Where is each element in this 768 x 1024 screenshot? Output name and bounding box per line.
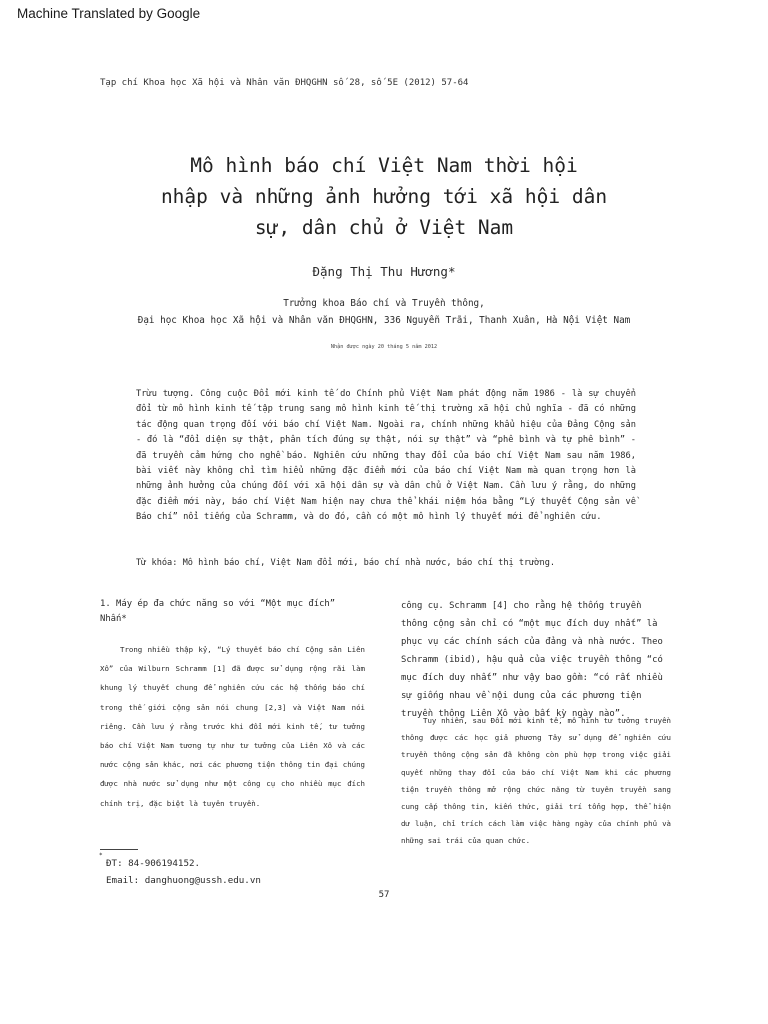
affiliation-line: Đại học Khoa học Xã hội và Nhân văn ĐHQGHN, 336 Nguyễn Trãi, Thanh Xuân, Hà Nội Việt Nam	[137, 315, 631, 326]
section-heading: 1. Máy ép đa chức năng so với “Một mục đích” Nhấn*	[100, 599, 336, 624]
author-name: Đặng Thị Thu Hương*	[312, 264, 456, 279]
paper-title	[84, 150, 684, 243]
footnote-phone: ĐT: 84-906194152.	[106, 858, 201, 869]
keywords: Từ khóa: Mô hình báo chí, Việt Nam đổi mới, báo chí nhà nước, báo chí thị trường.	[136, 558, 556, 568]
title-line: nhập và những ảnh hưởng tới xã hội dân	[160, 185, 608, 208]
footnote-divider	[100, 849, 138, 850]
body-paragraph-right-top: công cụ. Schramm [4] cho rằng hệ thống truyền thông cộng sản chỉ có “một mục đích duy nhất” là phục vụ các chính sách của đảng và nhà nước. Theo Schramm (ibid), hậu quả của việc truyền thông “có mục đích duy nhất” như vậy bao gồm: “có rất nhiều sự giống nhau về nội dung của các phương tiện truyền thông Liên Xô vào bất kỳ ngày nào”.	[401, 601, 663, 719]
affiliation-line: Trưởng khoa Báo chí và Truyền thông,	[283, 298, 485, 309]
journal-header: Tạp chí Khoa học Xã hội và Nhân văn ĐHQGHN số 28, số 5E (2012) 57-64	[100, 78, 469, 88]
footnote-email: Email: danghuong@ussh.edu.vn	[106, 875, 261, 886]
title-line: sự, dân chủ ở Việt Nam	[254, 216, 514, 239]
body-paragraph-right	[401, 712, 671, 850]
received-date: Nhận được ngày 20 tháng 5 năm 2012	[330, 344, 438, 350]
abstract: Trừu tượng. Công cuộc Đổi mới kinh tế do Chính phủ Việt Nam phát động năm 1986 - là sự chuyển đổi từ mô hình kinh tế tập trung sang mô hình kinh tế thị trường xã hội chủ nghĩa - đã có những tác động quan trọng đối với báo chí Việt Nam. Ngoài ra, chính những khẩu hiệu của Đảng Cộng sản - đó là “đổi diện sự thật, phân tích đúng sự thật, nói sự thật” và “phê bình và tự phê bình” - đã truyền cảm hứng cho nghề báo. Nghiên cứu những thay đổi của báo chí Việt Nam sau năm 1986, bài viết này không chỉ tìm hiểu những đặc điểm mới của báo chí Việt Nam mà quan trọng hơn là những ảnh hưởng của chúng đối với xã hội dân sự và dân chủ ở Việt Nam. Cần lưu ý rằng, do những đặc điểm mới này, báo chí Việt Nam hiện nay chưa thể khái niệm hóa bằng “Lý thuyết Cộng sản về Báo chí” nổi tiếng của Schramm, và do đó, cần có một mô hình lý thuyết mới để nghiên cứu.	[136, 389, 636, 523]
body-paragraph-left	[100, 640, 365, 813]
footnote-marker: *	[99, 852, 103, 859]
paragraph-text: Trong nhiều thập kỷ, “Lý thuyết báo chí Cộng sản Liên Xô” của Wilburn Schramm [1] đã được sử dụng rộng rãi làm khung lý thuyết chung để nghiên cứu các hệ thống báo chí trong thế giới cộng sản nói chung [2,3] và Việt Nam nói riêng. Cần lưu ý rằng trước khi đổi mới kinh tế, tư tưởng báo chí Việt Nam tương tự như tư tưởng của Liên Xô và các nước cộng sản khác, nơi các phương tiện thông tin đại chúng được nhà nước sử dụng như một công cụ cho nhiều mục đích chính trị, đặc biệt là tuyên truyền.	[100, 645, 365, 808]
page-number: 57	[378, 890, 390, 900]
translation-banner: Machine Translated by Google	[17, 6, 201, 21]
title-line: Mô hình báo chí Việt Nam thời hội	[190, 154, 578, 177]
paragraph-text: Tuy nhiên, sau Đổi mới kinh tế, mô hình tư tưởng truyền thông được các học giả phương Tây sử dụng để nghiên cứu truyền thông cộng sản đã không còn phù hợp trong việc giải quyết những thay đổi của báo chí Việt Nam khi các phương tiện truyền thông mở rộng chức năng từ tuyên truyền sang cung cấp thông tin, kiến thức, giải trí tổng hợp, thể hiện dư luận, chỉ trích cách làm việc hàng ngày của chính phủ và những sai trái của quan chức.	[401, 716, 671, 846]
